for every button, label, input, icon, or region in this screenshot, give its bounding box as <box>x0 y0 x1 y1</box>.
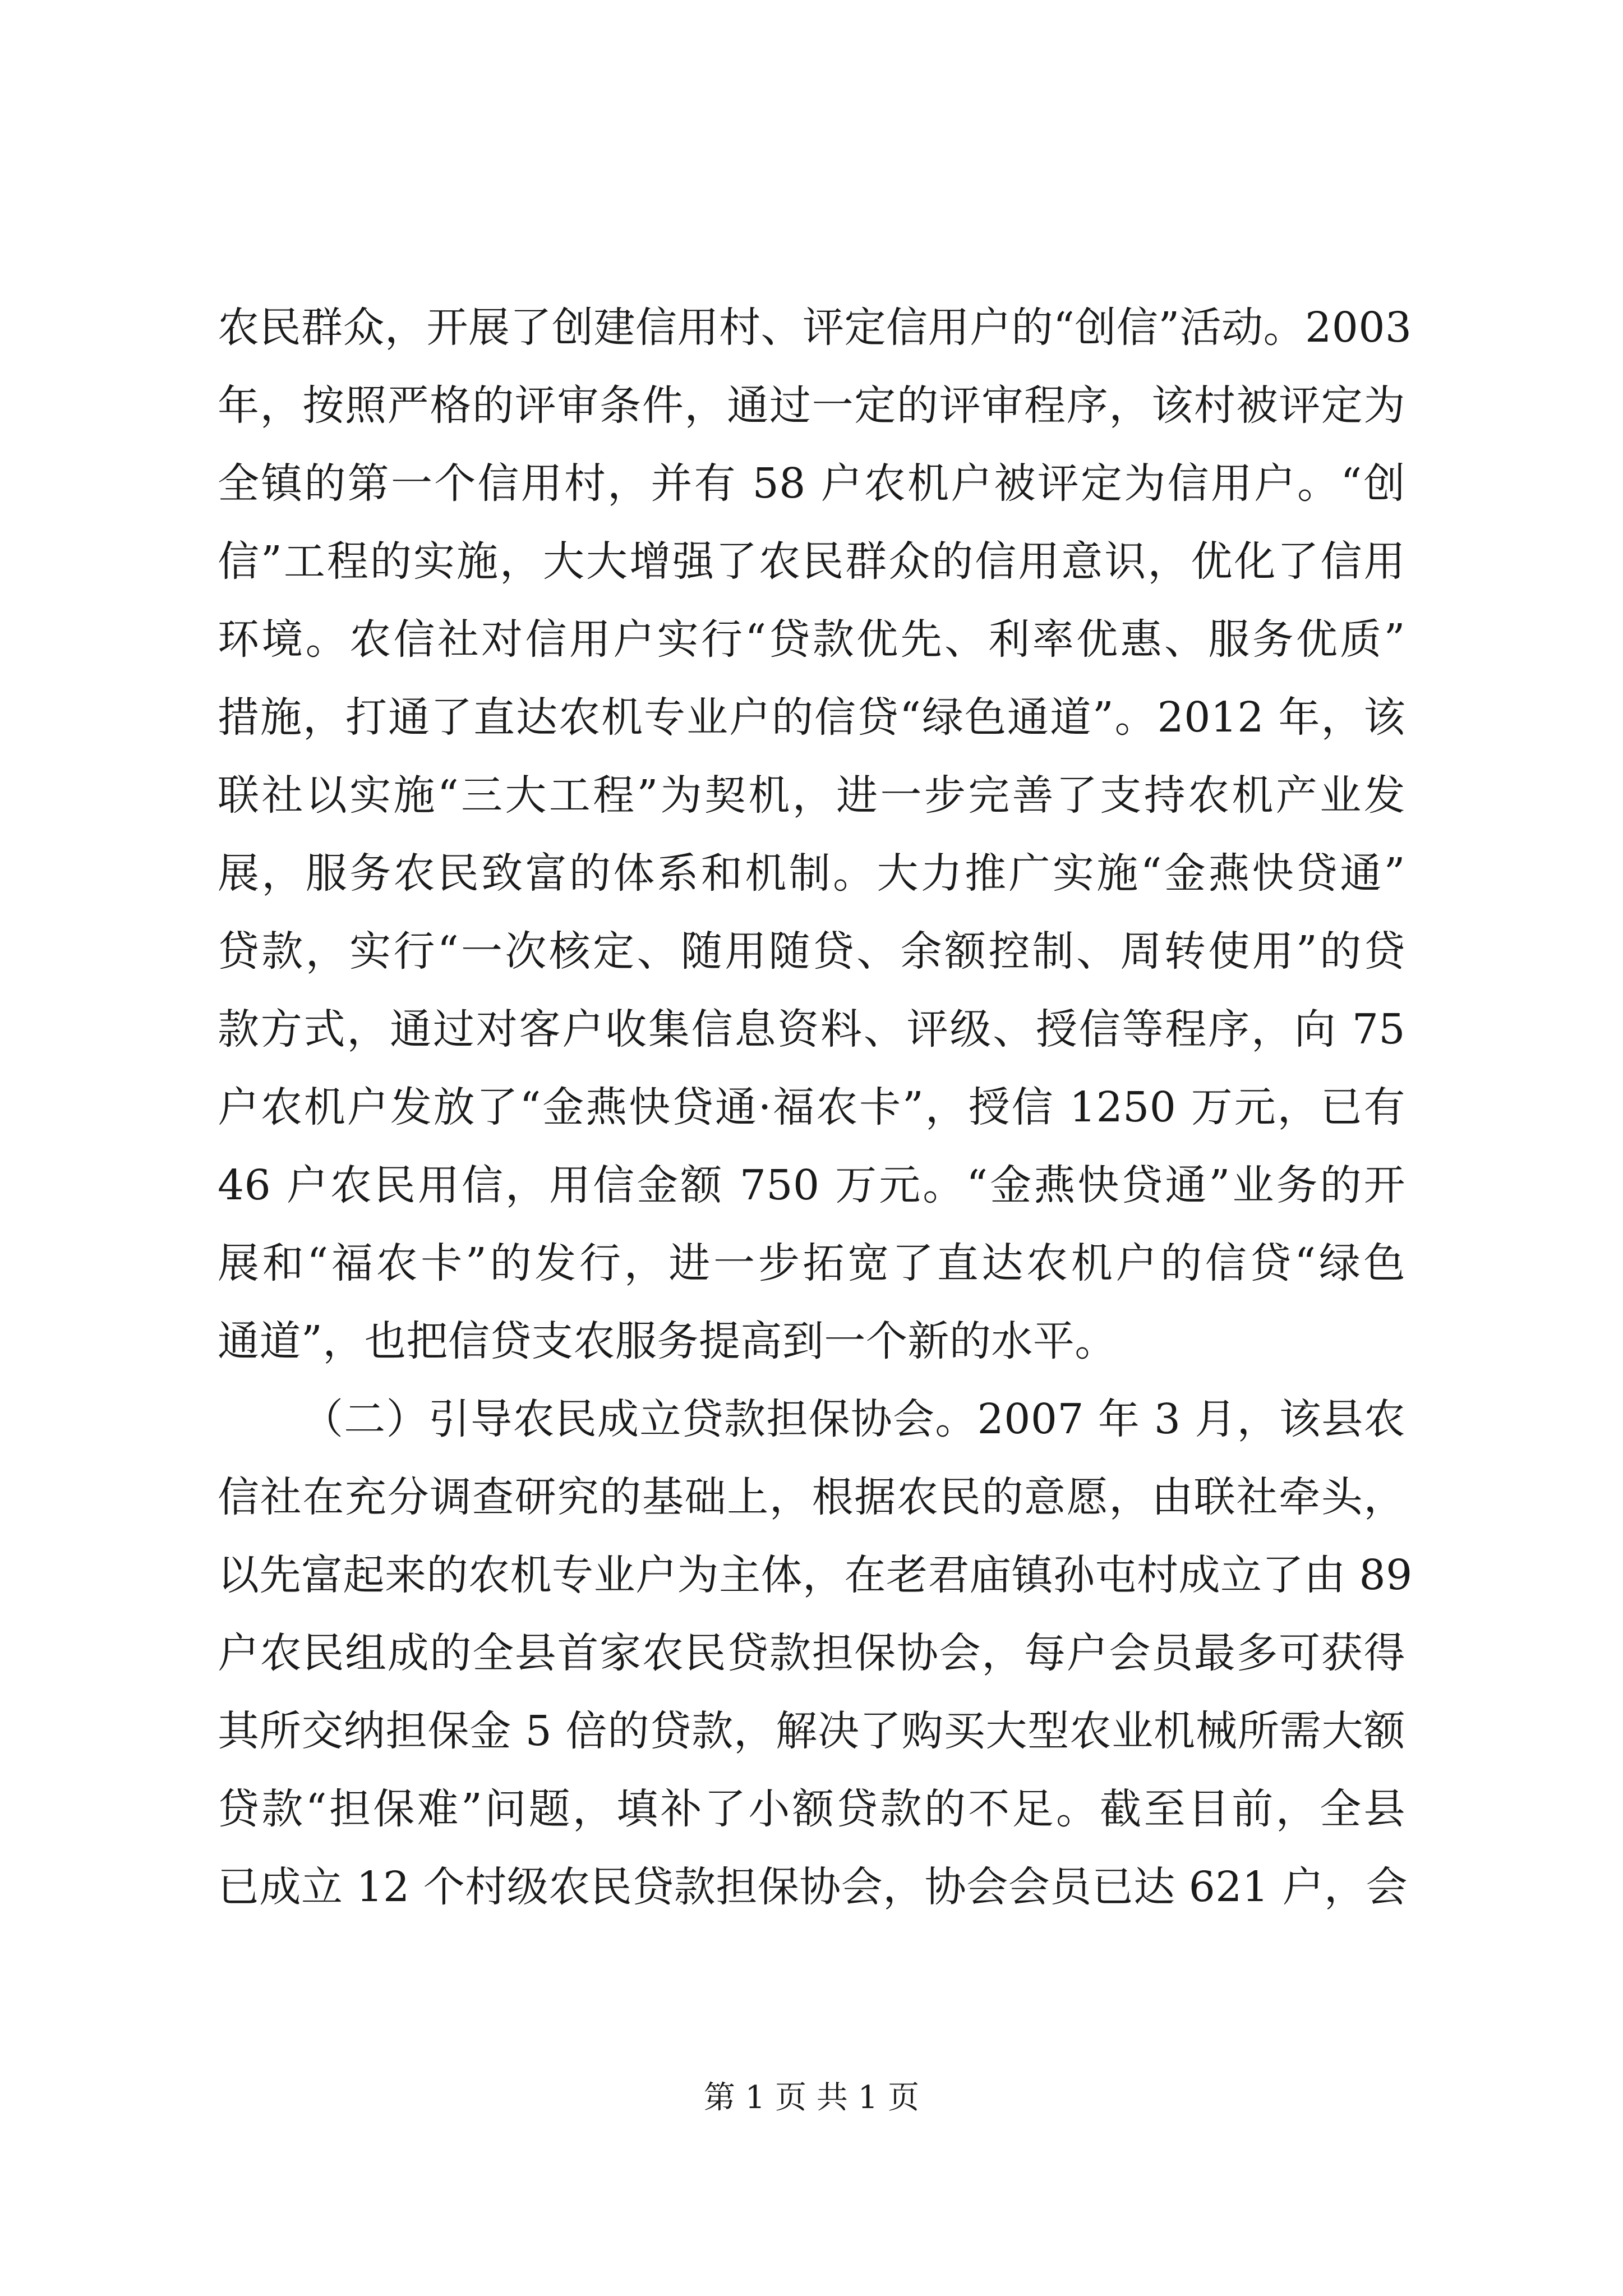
text-line: 其所交纳担保金 5 倍的贷款，解决了购买大型农业机械所需大额 <box>218 1707 1405 1755</box>
text-line: 展和“福农卡”的发行，进一步拓宽了直达农机户的信贷“绿色 <box>218 1239 1405 1287</box>
text-line: 年，按照严格的评审条件，通过一定的评审程序，该村被评定为 <box>218 381 1405 430</box>
page-number-label: 第 1 页 共 1 页 <box>703 2079 920 2116</box>
text-line: 展，服务农民致富的体系和机制。大力推广实施“金燕快贷通” <box>218 849 1405 898</box>
text-line: 信”工程的实施，大大增强了农民群众的信用意识，优化了信用 <box>218 537 1405 586</box>
text-line: 以先富起来的农机专业户为主体，在老君庙镇孙屯村成立了由 89 <box>218 1551 1413 1599</box>
text-line: 贷款“担保难”问题，填补了小额贷款的不足。截至目前，全县 <box>218 1785 1405 1833</box>
text-line: 通道”，也把信贷支农服务提高到一个新的水平。 <box>218 1317 1117 1365</box>
text-line: 联社以实施“三大工程”为契机，进一步完善了支持农机产业发 <box>218 771 1405 820</box>
text-line: 措施，打通了直达农机专业户的信贷“绿色通道”。2012 年，该 <box>218 693 1405 742</box>
text-line: 46 户农民用信，用信金额 750 万元。“金燕快贷通”业务的开 <box>218 1161 1405 1209</box>
body-text <box>218 289 1413 1926</box>
text-line: 农民群众，开展了创建信用村、评定信用户的“创信”活动。2003 <box>218 303 1412 352</box>
text-line: 环境。农信社对信用户实行“贷款优先、利率优惠、服务优质” <box>218 615 1405 664</box>
page-footer <box>0 2076 1623 2120</box>
text-line: 信社在充分调查研究的基础上，根据农民的意愿，由联社牵头， <box>218 1473 1405 1521</box>
text-line-paragraph-start: （二）引导农民成立贷款担保协会。2007 年 3 月，该县农 <box>302 1395 1405 1443</box>
text-line: 款方式，通过对客户收集信息资料、评级、授信等程序，向 75 <box>218 1005 1405 1053</box>
text-line: 已成立 12 个村级农民贷款担保协会，协会会员已达 621 户，会 <box>218 1863 1408 1911</box>
text-line: 户农民组成的全县首家农民贷款担保协会，每户会员最多可获得 <box>218 1629 1405 1677</box>
text-line: 全镇的第一个信用村，并有 58 户农机户被评定为信用户。“创 <box>218 459 1405 508</box>
text-line: 户农机户发放了“金燕快贷通·福农卡”，授信 1250 万元，已有 <box>218 1083 1405 1131</box>
text-line: 贷款，实行“一次核定、随用随贷、余额控制、周转使用”的贷 <box>218 927 1405 976</box>
